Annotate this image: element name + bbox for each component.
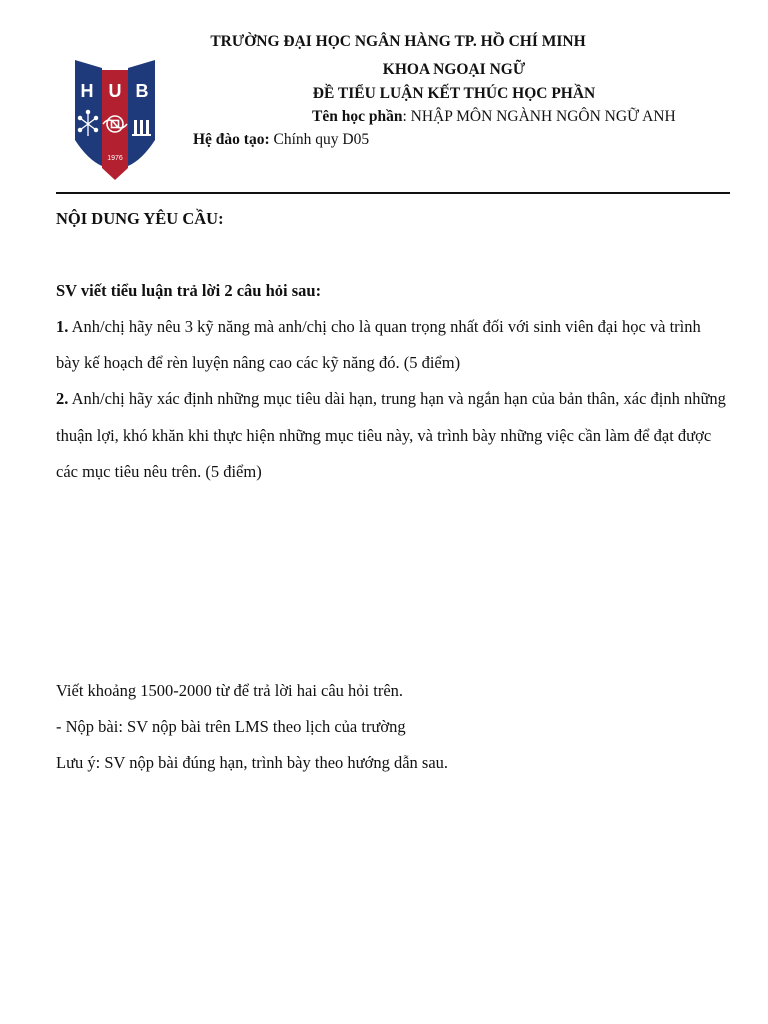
university-name: TRƯỜNG ĐẠI HỌC NGÂN HÀNG TP. HỒ CHÍ MINH bbox=[210, 33, 586, 50]
header-divider bbox=[56, 192, 730, 194]
question-2-text: Anh/chị hãy xác định những mục tiêu dài hạn, trung hạn và ngắn hạn của bản thân, xác định những bbox=[68, 389, 726, 408]
logo-year: 1976 bbox=[107, 155, 123, 162]
section-title: NỘI DUNG YÊU CẦU: bbox=[56, 209, 224, 228]
program-label: Hệ đào tạo: bbox=[193, 131, 270, 148]
note-word-count: Viết khoảng 1500-2000 từ để trả lời hai câu hỏi trên. bbox=[56, 681, 404, 700]
logo-letter-h: H bbox=[80, 81, 94, 101]
course-line bbox=[312, 108, 676, 126]
program-value: Chính quy D05 bbox=[269, 131, 370, 148]
course-separator: : bbox=[402, 108, 411, 125]
question-1-number: 1. bbox=[56, 317, 69, 336]
program-line bbox=[193, 131, 369, 149]
question-2-line-1 bbox=[56, 389, 726, 409]
course-value: NHẬP MÔN NGÀNH NGÔN NGỮ ANH bbox=[410, 108, 676, 125]
note-deadline: Lưu ý: SV nộp bài đúng hạn, trình bày theo hướng dẫn sau. bbox=[56, 753, 449, 772]
faculty-name: KHOA NGOẠI NGỮ bbox=[382, 61, 526, 78]
logo-letter-u: U bbox=[108, 81, 122, 101]
logo-letter-b: B bbox=[135, 81, 149, 101]
question-2-line-2: thuận lợi, khó khăn khi thực hiện những mục tiêu này, và trình bày những việc cần làm để đạt được bbox=[56, 426, 712, 445]
question-2-line-3: các mục tiêu nêu trên. (5 điểm) bbox=[56, 462, 262, 481]
question-2-number: 2. bbox=[56, 389, 69, 408]
question-1-line-2: bày kế hoạch để rèn luyện nâng cao các kỹ năng đó. (5 điểm) bbox=[56, 353, 461, 372]
course-label: Tên học phần bbox=[312, 108, 403, 125]
intro-text: SV viết tiểu luận trả lời 2 câu hỏi sau: bbox=[56, 281, 322, 300]
question-1-line-1 bbox=[56, 317, 701, 337]
pillars-icon bbox=[132, 120, 151, 136]
note-submission: - Nộp bài: SV nộp bài trên LMS theo lịch của trường bbox=[56, 717, 406, 736]
question-1-text: Anh/chị hãy nêu 3 kỹ năng mà anh/chị cho là quan trọng nhất đối với sinh viên đại học và trình bbox=[68, 317, 701, 336]
exam-title: ĐỀ TIỂU LUẬN KẾT THÚC HỌC PHẦN bbox=[312, 85, 596, 102]
